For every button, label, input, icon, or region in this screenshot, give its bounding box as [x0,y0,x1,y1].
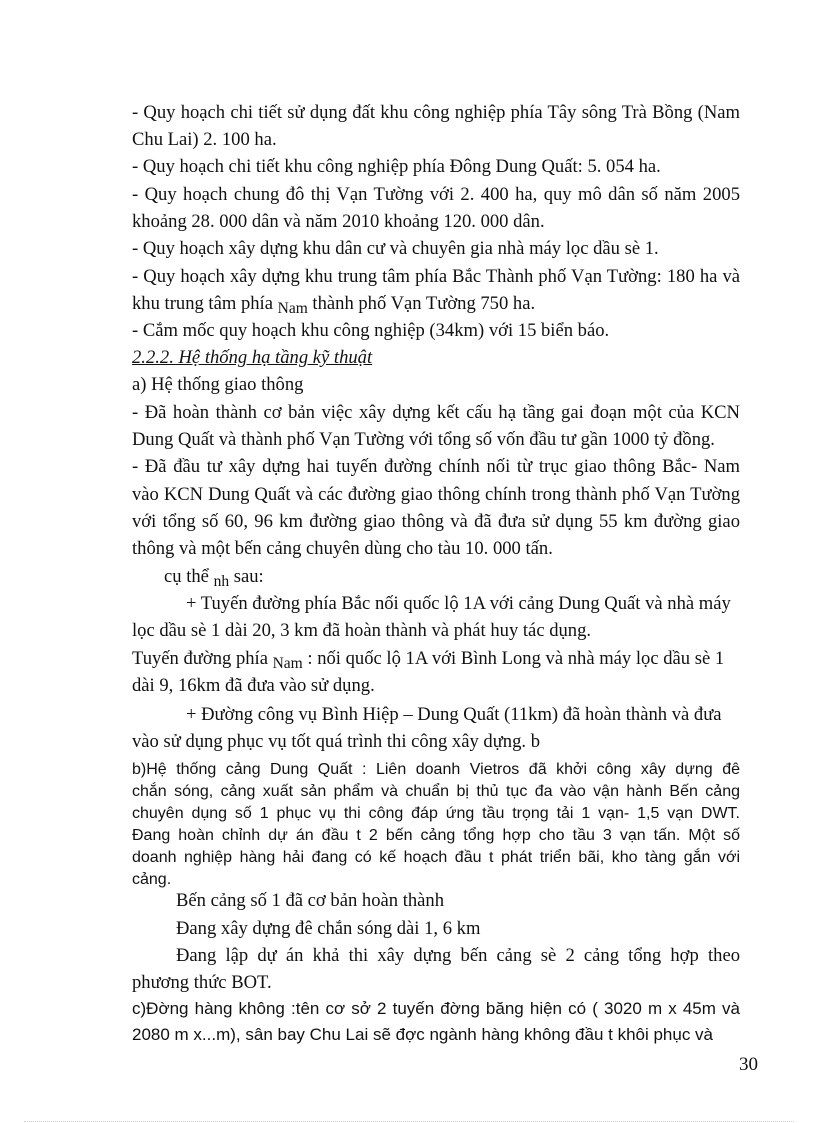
text-line [132,648,724,671]
text-line: vào sử dụng phục vụ tốt quá trình thi công xây dựng. b [132,731,540,752]
text-line: + Đường công vụ Bình Hiệp – Dung Quất (11km) đã hoàn thành và đưa [186,704,722,725]
page-bottom-border [24,1121,794,1122]
text-line [132,293,535,316]
text-line: - Quy hoạch xây dựng khu dân cư và chuyên gia nhà máy lọc dầu sè 1. [132,238,659,259]
text-line: vào KCN Dung Quất và các đường giao thông chính trong thành phố Vạn Tường [132,484,740,505]
text-line: c)Đờng hàng không :tên cơ sở 2 tuyến đờng băng hiện có ( 3020 m x 45m và [132,999,740,1018]
text-line: chuyên dụng số 1 phục vụ thi công đáp ứng tầu trọng tải 1 vạn- 1,5 vạn DWT. [132,805,740,822]
text-line: Chu Lai) 2. 100 ha. [132,129,277,150]
text-line: - Quy hoạch xây dựng khu trung tâm phía Bắc Thành phố Vạn Tường: 180 ha và [132,266,740,287]
section-heading: 2.2.2. Hệ thống hạ tầng kỹ thuật [132,347,373,368]
subscript-word: Nam [272,655,303,672]
text-line [164,566,264,589]
subscript-word: nh [213,573,230,590]
text-line: cảng. [132,871,172,888]
text-segment: : nối quốc lộ 1A với Bình Long và nhà máy lọc dầu sè 1 [302,648,725,669]
text-line: phương thức BOT. [132,972,272,993]
text-line: b)Hệ thống cảng Dung Quất : Liên doanh Vietros đã khởi công xây dựng đê [132,761,740,778]
text-line: Bến cảng số 1 đã cơ bản hoàn thành [176,890,445,911]
text-line: Đang xây dựng đê chắn sóng dài 1, 6 km [176,918,481,939]
text-line: Đang lập dự án khả thi xây dựng bến cảng sè 2 cảng tổng hợp theo [176,945,740,966]
text-line: - Quy hoạch chung đô thị Vạn Tường với 2. 400 ha, quy mô dân số năm 2005 [132,184,740,205]
text-line: Dung Quất và thành phố Vạn Tường với tổng số vốn đầu tư gần 1000 tỷ đồng. [132,429,715,450]
text-line: thông và một bến cảng chuyên dùng cho tàu 10. 000 tấn. [132,538,553,559]
text-segment: sau: [229,566,264,587]
text-line: 2080 m x...m), sân bay Chu Lai sẽ đợc ngành hàng không đầu t khôi phục và [132,1025,714,1044]
text-segment: Tuyến đường phía [132,648,273,669]
text-segment: cụ thể [164,566,214,587]
text-line: khoảng 28. 000 dân và năm 2010 khoảng 120. 000 dân. [132,211,545,232]
text-line: lọc dầu sè 1 dài 20, 3 km đã hoàn thành và phát huy tác dụng. [132,620,592,641]
text-segment: khu trung tâm phía [132,293,278,314]
text-line: - Quy hoạch chi tiết khu công nghiệp phía Đông Dung Quất: 5. 054 ha. [132,156,661,177]
text-line: chắn sóng, cảng xuất sản phẩm và chuẩn bị thủ tục đa vào vận hành Bến cảng [132,783,740,800]
text-line: với tổng số 60, 96 km đường giao thông và đã đưa sử dụng 55 km đường giao [132,511,740,532]
text-line: + Tuyến đường phía Bắc nối quốc lộ 1A với cảng Dung Quất và nhà máy [186,593,731,614]
text-line: - Đã hoàn thành cơ bản việc xây dựng kết cấu hạ tầng gai đoạn một của KCN [132,402,740,423]
text-segment: thành phố Vạn Tường 750 ha. [307,293,536,314]
subsection-heading: a) Hệ thống giao thông [132,374,304,395]
text-line: - Quy hoạch chi tiết sử dụng đất khu công nghiệp phía Tây sông Trà Bồng (Nam [132,102,740,123]
text-line: Đang hoàn chỉnh dự án đầu t 2 bến cảng tổng hợp cho tầu 3 vạn tấn. Một số [132,827,740,844]
text-line: - Cắm mốc quy hoạch khu công nghiệp (34km) với 15 biển báo. [132,320,610,341]
subscript-word: Nam [277,300,308,317]
text-line: dài 9, 16km đã đưa vào sử dụng. [132,675,375,696]
page-number: 30 [739,1054,758,1075]
text-line: - Đã đầu tư xây dựng hai tuyến đường chính nối từ trục giao thông Bắc- Nam [132,456,740,477]
text-line: doanh nghiệp hàng hải đang có kế hoạch đầu t phát triển bãi, kho tàng gắn với [132,849,740,866]
